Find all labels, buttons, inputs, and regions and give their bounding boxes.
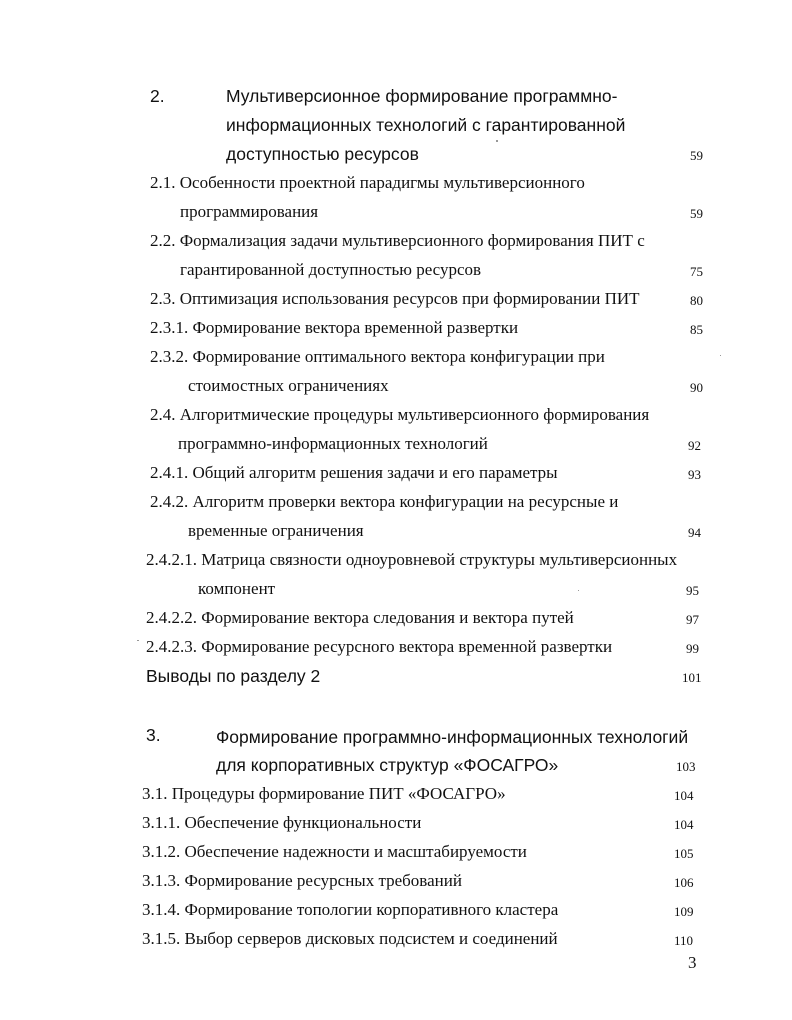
chapter-3-title-line-2: для корпоративных структур «ФОСАГРО» xyxy=(216,755,559,775)
toc-entry-2-3-2-line-1: 2.3.2. Формирование оптимального вектора конфигурации при xyxy=(150,347,605,366)
toc-entry-2-4-page: 92 xyxy=(688,438,701,453)
scan-speck xyxy=(578,590,579,591)
toc-entry-3-1-1-line-1: 3.1.1. Обеспечение функциональности xyxy=(142,813,422,832)
chapter-2-page: 59 xyxy=(690,148,703,163)
toc-entry-2-2-page: 75 xyxy=(690,264,703,279)
toc-entry-3-1-5-page: 110 xyxy=(674,933,694,948)
toc-entry-2-3-1-line-1: 2.3.1. Формирование вектора временной развертки xyxy=(150,318,519,337)
conclusions-2-label: Выводы по разделу 2 xyxy=(146,666,321,686)
toc-entry-2-4-1-page: 93 xyxy=(688,467,701,482)
toc-entry-2-4-2-2-page: 97 xyxy=(686,612,699,627)
scan-speck xyxy=(137,640,139,641)
toc-entry-2-4-2-1-line-1: 2.4.2.1. Матрица связности одноуровневой структуры мультиверсионных xyxy=(146,550,678,569)
toc-entry-3-1-2-page: 105 xyxy=(674,846,694,861)
toc-entry-3-1-3-page: 106 xyxy=(674,875,694,890)
toc-entry-3-1-line-1: 3.1. Процедуры формирование ПИТ «ФОСАГРО» xyxy=(142,784,506,803)
toc-entry-2-1-line-1: 2.1. Особенности проектной парадигмы мультиверсионного xyxy=(150,173,585,192)
toc-entry-2-4-1-line-1: 2.4.1. Общий алгоритм решения задачи и его параметры xyxy=(150,463,558,482)
toc-entry-3-1-1-page: 104 xyxy=(674,817,694,832)
toc-entry-2-1-line-2: программирования xyxy=(180,202,319,221)
toc-entry-2-4-line-1: 2.4. Алгоритмические процедуры мультиверсионного формирования xyxy=(150,405,650,424)
chapter-2-number: 2. xyxy=(150,86,165,106)
toc-entry-2-3-2-line-2: стоимостных ограничениях xyxy=(188,376,389,395)
toc-entry-3-1-4-line-1: 3.1.4. Формирование топологии корпоративного кластера xyxy=(142,900,559,919)
toc-entry-3-1-4-page: 109 xyxy=(674,904,694,919)
toc-entry-2-3-1-page: 85 xyxy=(690,322,703,337)
scan-speck xyxy=(720,355,721,356)
toc-entry-3-1-page: 104 xyxy=(674,788,694,803)
page-number: 3 xyxy=(688,953,697,972)
toc-entry-3-1-5-line-1: 3.1.5. Выбор серверов дисковых подсистем и соединений xyxy=(142,929,558,948)
toc-entry-2-4-2-1-page: 95 xyxy=(686,583,699,598)
toc-entry-2-4-2-3-page: 99 xyxy=(686,641,699,656)
toc-entry-2-2-line-1: 2.2. Формализация задачи мультиверсионного формирования ПИТ с xyxy=(150,231,645,250)
toc-entry-2-4-2-2-line-1: 2.4.2.2. Формирование вектора следования и вектора путей xyxy=(146,608,574,627)
toc-entry-2-4-line-2: программно-информационных технологий xyxy=(178,434,488,453)
toc-entry-2-4-2-1-line-2: компонент xyxy=(198,579,276,598)
toc-entry-2-1-page: 59 xyxy=(690,206,703,221)
chapter-3-page: 103 xyxy=(676,759,696,774)
chapter-3-number: 3. xyxy=(146,725,161,745)
toc-entry-2-4-2-line-1: 2.4.2. Алгоритм проверки вектора конфигурации на ресурсные и xyxy=(150,492,619,511)
conclusions-2-page: 101 xyxy=(682,670,702,685)
toc-entry-2-4-2-3-line-1: 2.4.2.3. Формирование ресурсного вектора временной развертки xyxy=(146,637,613,656)
chapter-2-title-line-2: информационных технологий с гарантированной xyxy=(226,115,626,135)
chapter-2-title-line-1: Мультиверсионное формирование программно- xyxy=(226,86,618,106)
toc-entry-2-3-2-page: 90 xyxy=(690,380,703,395)
scan-speck xyxy=(496,140,498,142)
toc-entry-2-2-line-2: гарантированной доступностью ресурсов xyxy=(180,260,482,279)
chapter-2-title-line-3: доступностью ресурсов xyxy=(226,144,419,164)
toc-entry-3-1-2-line-1: 3.1.2. Обеспечение надежности и масштабируемости xyxy=(142,842,527,861)
toc-entry-2-4-2-page: 94 xyxy=(688,525,701,540)
chapter-3-title-line-1: Формирование программно-информационных технологий xyxy=(216,727,689,747)
toc-entry-2-3-page: 80 xyxy=(690,293,703,308)
toc-entry-2-4-2-line-2: временные ограничения xyxy=(188,521,364,540)
toc-entry-3-1-3-line-1: 3.1.3. Формирование ресурсных требований xyxy=(142,871,462,890)
toc-entry-2-3-line-1: 2.3. Оптимизация использования ресурсов при формировании ПИТ xyxy=(150,289,640,308)
